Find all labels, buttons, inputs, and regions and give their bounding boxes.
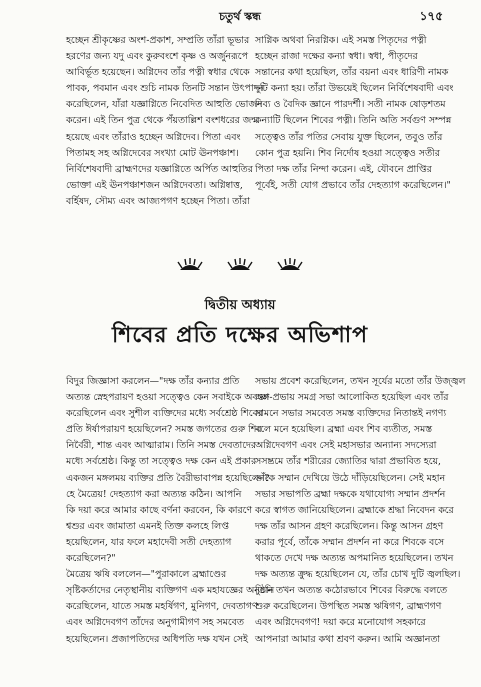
ornament-sunburst-left <box>178 258 202 270</box>
text-line: করেছিলেন?" <box>66 553 116 565</box>
text-line: করেছিলেন, যাঁরা যজ্ঞাগ্নিতে নিবেদিত আহুতি ভোজন <box>66 99 263 111</box>
text-line: করার পূর্বে, তাঁকে সম্মান প্রদর্শন না করে শিবকে বসে <box>255 536 445 548</box>
text-line: এবং অগ্নিদেবগণ! দয়া করে মনোযোগ সহকারে <box>255 617 426 629</box>
text-line: পূর্বেই, সতী যোগ প্রভাবে তাঁর দেহত্যাগ করেছিলেন।" <box>255 179 451 191</box>
text-line: এবং অগ্নিদেবগণ তাঁদের অনুগামীগণ সহ সমবেত <box>66 617 244 629</box>
ornament-sunburst-center <box>228 258 252 270</box>
text-line: সৃষ্টিকর্তাদের নেতৃস্থানীয় ব্যক্তিগণ এক মহাযজ্ঞের অনুষ্ঠান <box>66 585 275 597</box>
text-line: সভায় প্রবেশ করেছিলেন, তখন সূর্যের মতো তাঁর উজ্জ্বল <box>255 376 466 387</box>
text-line: তাঁকে সম্মান দেখিয়ে উঠে দাঁড়িয়েছিলেন। সেই মহান <box>255 472 446 484</box>
text-line: হে মৈত্রেয়! দেহত্যাগ করা অত্যন্ত কঠিন। আপনি <box>66 488 242 500</box>
section-ornament <box>170 258 310 274</box>
text-line: কি দয়া করে আমার কাছে বর্ণনা করবেন, কি কারণে <box>66 504 253 516</box>
text-line: ভোক্তা এই ঊনপঞ্চাশজন অগ্নিদেবতা। অগ্নিষ্বাত্ত, <box>66 179 243 191</box>
running-head: চতুর্থ স্কন্ধ <box>219 10 261 23</box>
text-line: নির্বৈরী, শান্ত এবং আত্মারাম। তিনি সমস্ত দেবতাদের <box>66 440 257 452</box>
text-line: অগ্নিদেবগণ এবং সেই মহাসভার অন্যান্য সদস্যেরা <box>255 440 437 452</box>
text-line: দুটি কন্যা হয়। তাঁরা উভয়েই ছিলেন নির্বিশেষবাদী এবং <box>255 83 454 95</box>
text-line: সত্ত্বেও তাঁর পতির সেবায় যুক্ত ছিলেন, তবুও তাঁর <box>255 131 443 143</box>
text-line: তিনি তখন অত্যন্ত কঠোরভাবে শিবের বিরুদ্ধে বলতে <box>255 585 448 597</box>
text-line: বলে মনে হয়েছিল। ব্রহ্মা এবং শিব ব্যতীত, সমস্ত <box>255 424 432 436</box>
text-line: মধ্যে সর্বশ্রেষ্ঠ। কিন্তু তা সত্ত্বেও দক্ষ কেন এই প্রকার <box>66 456 257 468</box>
text-line: আপনারা আমার কথা শ্রবণ করুন। আমি অজ্ঞানতা <box>255 633 441 645</box>
text-line: হচ্ছেন রাজা দক্ষের কন্যা স্বধা। স্বধা, পীতৃদের <box>255 51 418 63</box>
text-line: করেছিলেন, যাতে সমস্ত মহর্ষিগণ, মুনিগণ, দেবতাগণ <box>66 601 258 613</box>
top-right-column <box>255 33 454 245</box>
text-line: কোন পুত্র হয়নি। শিব নির্দোষ হওয়া সত্ত্বেও সতীর <box>255 147 440 159</box>
bottom-left-column <box>66 374 275 674</box>
text-line: হরণের জন্য যদু এবং কুরুবংশে কৃষ্ণ ও অর্জুনরূপে <box>66 51 248 63</box>
text-line: অঙ্গ-প্রভায় সমগ্র সভা আলোকিত হয়েছিল এবং তাঁর <box>255 392 449 404</box>
text-line: দিব্য ও বৈদিক জ্ঞানে পারদর্শী। সতী নামক ষোড়শতম <box>255 99 446 111</box>
text-line: থাকতে দেখে দক্ষ অত্যন্ত অপমানিত হয়েছিলেন। তখন <box>255 553 454 565</box>
text-line: করেন। এই তিন পুত্র থেকে পঁয়তাল্লিশ বংশধরের জন্ম <box>66 115 259 127</box>
text-line: শুরু করেছিলেন। উপস্থিত সমস্ত ঋষিগণ, ব্রাহ্মণগণ <box>255 601 442 613</box>
text-line: শ্বশুর এবং জামাতা এমনই তিক্ত কলহে লিপ্ত <box>66 520 229 532</box>
text-line: অত্যন্ত স্নেহপরায়ণ হওয়া সত্ত্বেও কেন সবাইকে অবজ্ঞা <box>66 392 270 404</box>
text-line: হয়েছে এবং তাঁরাও হচ্ছেন অগ্নিদেব। পিতা এবং <box>66 131 241 143</box>
text-line: বিদুর জিজ্ঞাসা করলেন—"দক্ষ তাঁর কন্যার প্রতি <box>66 376 240 387</box>
page-number: ১৭৫ <box>419 9 443 23</box>
chapter-title: শিবের প্রতি দক্ষের অভিশাপ <box>111 322 369 348</box>
text-line: সভার সভাপতি ব্রহ্মা দক্ষকে যথাযোগ্য সম্মান প্রদর্শন <box>255 488 446 500</box>
text-line: হয়েছিলেন, যার ফলে মহাদেবী সতী দেহত্যাগ <box>66 536 232 548</box>
text-line: দক্ষ তাঁর আসন গ্রহণ করেছিলেন। কিন্তু আসন গ্রহণ <box>255 520 444 532</box>
text-line: পাবক, পবমান এবং শুচি নামক তিনটি সন্তান উৎপাদন <box>66 83 265 95</box>
text-line: সসম্ভ্রমে তাঁর শরীরের জ্যোতির দ্বারা প্রভাবিত হয়ে, <box>255 456 441 468</box>
text-line: পিতামহ সহ অগ্নিদেবের সংখ্যা মোট ঊনপঞ্চাশ। <box>66 147 239 159</box>
text-line: নির্বিশেষবাদী ব্রাহ্মণদের যজ্ঞাগ্নিতে অর্পিত আহুতির <box>66 163 253 175</box>
text-line: মৈত্রেয় ঋষি বললেন—"পুরাকালে ব্রহ্মাণ্ডের <box>66 569 227 581</box>
text-line: সন্তানের কথা হয়েছিল, তাঁর বয়না এবং ধারিণী নামক <box>255 67 449 79</box>
text-line: হয়েছিলেন। প্রজাপতিদের অধিপতি দক্ষ যখন সেই <box>66 633 248 645</box>
text-line: হচ্ছেন শ্রীকৃষ্ণের অংশ-প্রকাশ, সম্প্রতি তাঁরা ভূভার <box>66 35 250 46</box>
text-line: সামনে সভার সমবেত সমস্ত ব্যক্তিদের নিতান্তই নগণ্য <box>255 408 447 420</box>
text-line: করে স্বাগত জানিয়েছিলেন। ব্রহ্মাকে শ্রদ্ধা নিবেদন করে <box>255 504 454 516</box>
text-line: করেছিলেন এবং সুশীল ব্যক্তিদের মধ্যে সর্বশ্রেষ্ঠ শিবের <box>66 408 263 420</box>
text-line: দক্ষ অত্যন্ত ক্রুদ্ধ হয়েছিলেন যে, তাঁর চোখ দুটি জ্বলছিল। <box>255 569 461 581</box>
text-line: বর্হিষদ, সৌম্য এবং আজ্যপগণ হচ্ছেন পিতা। তাঁরা <box>66 195 250 207</box>
top-left-column <box>66 33 265 261</box>
text-line: পিতা দক্ষ তাঁর নিন্দা করেন। এই, যৌবনে প্রাপ্তির <box>255 163 432 175</box>
chapter-label: দ্বিতীয় অধ্যায় <box>204 298 276 313</box>
text-line: একজন মঙ্গলময় ব্যক্তির প্রতি বৈরীভাবাপন্ন হয়েছিলেন? <box>66 472 270 484</box>
text-line: কন্যাটি ছিলেন শিবের পত্নী। তিনি অতি সর্বগুণ সম্পন্ন <box>255 115 452 127</box>
text-line: আবির্ভূত হয়েছেন। অগ্নিদেব তাঁর পত্নী স্বধার থেকে <box>66 67 250 79</box>
text-line: প্রতি ঈর্ষাপরায়ণ হয়েছিলেন? সমস্ত জগতের গুরু শিব <box>66 424 262 436</box>
text-line: সাগ্নিক অথবা নিরগ্নিক। এই সমস্ত পিতৃদের পত্নী <box>255 35 427 46</box>
ornament-sunburst-right <box>278 258 302 270</box>
bottom-right-column <box>255 374 466 674</box>
